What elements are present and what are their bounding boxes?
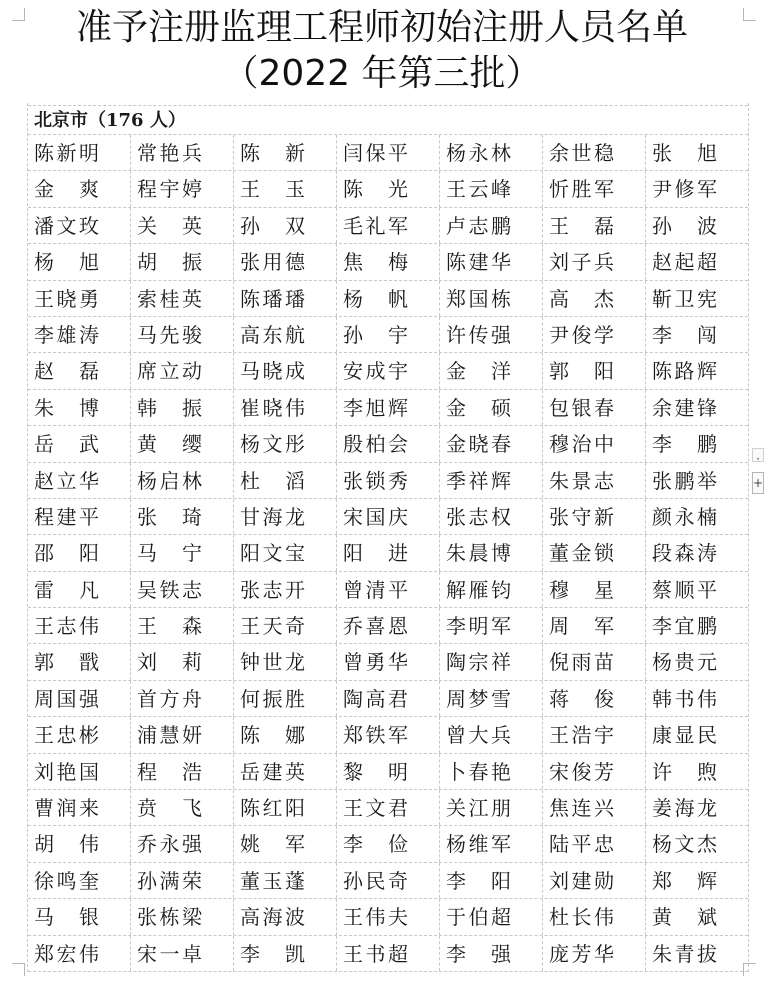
name-cell: 王天奇 [234, 608, 337, 643]
name-cell: 殷柏会 [337, 426, 440, 461]
name-cell: 曾大兵 [440, 717, 543, 752]
name-cell: 余世稳 [543, 135, 646, 170]
name-cell: 韩 振 [131, 390, 234, 425]
table-row [28, 353, 748, 389]
name-cell: 李旭辉 [337, 390, 440, 425]
name-cell: 陶宗祥 [440, 644, 543, 679]
name-cell: 韩书伟 [652, 686, 717, 711]
name-cell: 余建锋 [652, 395, 717, 420]
name-cell: 赵 磊 [28, 353, 131, 388]
name-cell: 刘建勋 [543, 863, 646, 898]
name-cell: 金 洋 [440, 353, 543, 388]
name-cell: 李宜鹏 [652, 614, 717, 639]
table-row [28, 717, 748, 753]
name-cell: 李 凯 [234, 936, 337, 971]
name-cell: 关 英 [131, 208, 234, 243]
name-cell: 杨维军 [440, 826, 543, 861]
table-row [28, 426, 748, 462]
name-cell: 高 杰 [543, 281, 646, 316]
section-header: 北京市（176 人） [28, 105, 748, 135]
name-cell: 孙 双 [234, 208, 337, 243]
name-cell: 甘海龙 [234, 499, 337, 534]
name-cell: 索桂英 [131, 281, 234, 316]
name-cell: 郭 阳 [543, 353, 646, 388]
name-cell: 赵起超 [652, 250, 717, 275]
name-cell: 金 爽 [28, 171, 131, 206]
table-row [28, 135, 748, 171]
name-cell: 陈璠璠 [234, 281, 337, 316]
name-cell: 岳 武 [28, 426, 131, 461]
name-cell: 曹润来 [28, 790, 131, 825]
name-cell: 尹俊学 [543, 317, 646, 352]
name-cell: 徐鸣奎 [28, 863, 131, 898]
table-row [28, 390, 748, 426]
name-cell: 庞芳华 [543, 936, 646, 971]
name-cell: 孙民奇 [337, 863, 440, 898]
name-cell: 陈路辉 [652, 359, 717, 384]
name-cell: 曾清平 [337, 572, 440, 607]
name-cell: 朱景志 [543, 463, 646, 498]
name-cell: 浦慧妍 [131, 717, 234, 752]
table-row [28, 608, 748, 644]
table-row [28, 754, 748, 790]
name-cell: 郑铁军 [337, 717, 440, 752]
name-cell: 蒋 俊 [543, 681, 646, 716]
name-cell: 王文君 [337, 790, 440, 825]
page-corner-mark [743, 8, 756, 21]
name-cell: 郑 辉 [652, 868, 717, 893]
name-cell: 姚 军 [234, 826, 337, 861]
name-cell: 陈新明 [28, 135, 131, 170]
name-cell: 邵 阳 [28, 535, 131, 570]
name-cell: 颜永楠 [652, 504, 717, 529]
name-cell: 张 琦 [131, 499, 234, 534]
name-cell: 孙满荣 [131, 863, 234, 898]
name-cell: 焦连兴 [543, 790, 646, 825]
name-cell: 胡 伟 [28, 826, 131, 861]
name-cell: 周 军 [543, 608, 646, 643]
name-cell: 王云峰 [440, 171, 543, 206]
name-cell: 程宇婷 [131, 171, 234, 206]
name-cell: 宋一卓 [131, 936, 234, 971]
name-cell: 杨启林 [131, 463, 234, 498]
name-cell: 岳建英 [234, 754, 337, 789]
name-cell: 孙 宇 [337, 317, 440, 352]
name-cell: 高东航 [234, 317, 337, 352]
table-row [28, 644, 748, 680]
expand-handle-icon[interactable]: + [752, 472, 764, 494]
name-cell: 卜春艳 [440, 754, 543, 789]
name-cell: 王志伟 [28, 608, 131, 643]
name-cell: 段森涛 [652, 541, 717, 566]
table-row [28, 171, 748, 207]
name-cell: 张鹏举 [652, 468, 717, 493]
name-cell: 张栋梁 [131, 899, 234, 934]
name-cell: 李明军 [440, 608, 543, 643]
name-cell: 张守新 [543, 499, 646, 534]
name-cell: 包银春 [543, 390, 646, 425]
name-cell: 刘艳国 [28, 754, 131, 789]
name-cell: 张志开 [234, 572, 337, 607]
name-cell: 高海波 [234, 899, 337, 934]
scroll-marker[interactable]: · [752, 448, 764, 462]
name-cell: 金 硕 [440, 390, 543, 425]
name-cell: 陶高君 [337, 681, 440, 716]
table-row [28, 535, 748, 571]
name-cell: 康显民 [652, 723, 717, 748]
name-cell: 陈 新 [234, 135, 337, 170]
name-cell: 李 鹏 [652, 432, 717, 457]
name-cell: 雷 凡 [28, 572, 131, 607]
name-cell: 马晓成 [234, 353, 337, 388]
name-cell: 阳文宝 [234, 535, 337, 570]
table-body [28, 135, 748, 972]
name-cell: 解雁钧 [440, 572, 543, 607]
name-cell: 贲 飞 [131, 790, 234, 825]
name-cell: 宋俊芳 [543, 754, 646, 789]
name-cell: 马 宁 [131, 535, 234, 570]
name-cell: 王 玉 [234, 171, 337, 206]
name-cell: 陆平忠 [543, 826, 646, 861]
name-cell: 杨文彤 [234, 426, 337, 461]
name-cell: 常艳兵 [131, 135, 234, 170]
name-cell: 刘 莉 [131, 644, 234, 679]
name-cell: 王伟夫 [337, 899, 440, 934]
name-cell: 李 阳 [440, 863, 543, 898]
name-cell: 李雄涛 [28, 317, 131, 352]
name-table [27, 103, 749, 972]
name-cell: 黄 斌 [652, 905, 717, 930]
name-cell: 金晓春 [440, 426, 543, 461]
name-cell: 黎 明 [337, 754, 440, 789]
document-title: 准予注册监理工程师初始注册人员名单 [75, 7, 688, 48]
name-cell: 李 闯 [652, 322, 717, 347]
name-cell: 席立动 [131, 353, 234, 388]
name-cell: 姜海龙 [652, 796, 717, 821]
name-cell: 闫保平 [337, 135, 440, 170]
name-cell: 杨永林 [440, 135, 543, 170]
name-cell: 董金锁 [543, 535, 646, 570]
name-cell: 王书超 [337, 936, 440, 971]
name-cell: 潘文玫 [28, 208, 131, 243]
name-cell: 朱青拔 [652, 941, 717, 966]
name-cell: 郭 戬 [28, 644, 131, 679]
document-subtitle: （2022 年第三批） [222, 53, 542, 94]
name-cell: 郑国栋 [440, 281, 543, 316]
name-cell: 周国强 [28, 681, 131, 716]
name-cell: 周梦雪 [440, 681, 543, 716]
name-cell: 李 强 [440, 936, 543, 971]
table-row [28, 681, 748, 717]
name-cell: 赵立华 [28, 463, 131, 498]
table-row [28, 899, 748, 935]
name-cell: 王忠彬 [28, 717, 131, 752]
name-cell: 卢志鹏 [440, 208, 543, 243]
name-cell: 忻胜军 [543, 171, 646, 206]
name-cell: 杜长伟 [543, 899, 646, 934]
name-cell: 陈建华 [440, 244, 543, 279]
name-cell: 陈 娜 [234, 717, 337, 752]
name-cell: 杨贵元 [652, 650, 717, 675]
name-cell: 曾勇华 [337, 644, 440, 679]
name-cell: 何振胜 [234, 681, 337, 716]
name-cell: 程 浩 [131, 754, 234, 789]
table-row [28, 499, 748, 535]
name-cell: 杨 旭 [28, 244, 131, 279]
table-row [28, 317, 748, 353]
name-cell: 于伯超 [440, 899, 543, 934]
name-cell: 朱 博 [28, 390, 131, 425]
name-cell: 黄 缨 [131, 426, 234, 461]
name-cell: 许传强 [440, 317, 543, 352]
table-row [28, 863, 748, 899]
table-row [28, 826, 748, 862]
name-cell: 乔永强 [131, 826, 234, 861]
name-cell: 关江朋 [440, 790, 543, 825]
name-cell: 安成宇 [337, 353, 440, 388]
name-cell: 张 旭 [652, 141, 717, 165]
name-cell: 乔喜恩 [337, 608, 440, 643]
name-cell: 张志权 [440, 499, 543, 534]
name-cell: 张用德 [234, 244, 337, 279]
name-cell: 王 森 [131, 608, 234, 643]
name-cell: 宋国庆 [337, 499, 440, 534]
name-cell: 孙 波 [652, 213, 717, 238]
name-cell: 王浩宇 [543, 717, 646, 752]
name-cell: 崔晓伟 [234, 390, 337, 425]
name-cell: 张锁秀 [337, 463, 440, 498]
name-cell: 王晓勇 [28, 281, 131, 316]
name-cell: 穆治中 [543, 426, 646, 461]
name-cell: 许 煦 [652, 759, 717, 784]
table-row [28, 463, 748, 499]
name-cell: 马先骏 [131, 317, 234, 352]
name-cell: 倪雨苗 [543, 644, 646, 679]
name-cell: 阳 进 [337, 535, 440, 570]
name-cell: 朱晨博 [440, 535, 543, 570]
name-cell: 穆 星 [543, 572, 646, 607]
page-corner-mark [12, 963, 25, 976]
name-cell: 蔡顺平 [652, 577, 717, 602]
name-cell: 李 俭 [337, 826, 440, 861]
name-cell: 董玉蓬 [234, 863, 337, 898]
name-cell: 刘子兵 [543, 244, 646, 279]
name-cell: 程建平 [28, 499, 131, 534]
name-cell: 钟世龙 [234, 644, 337, 679]
name-cell: 毛礼军 [337, 208, 440, 243]
name-cell: 焦 梅 [337, 244, 440, 279]
name-cell: 尹修军 [652, 177, 717, 202]
name-cell: 杨 帆 [337, 281, 440, 316]
name-cell: 王 磊 [543, 208, 646, 243]
name-cell: 季祥辉 [440, 463, 543, 498]
table-row [28, 281, 748, 317]
name-cell: 吴铁志 [131, 572, 234, 607]
name-cell: 马 银 [28, 899, 131, 934]
table-row [28, 936, 748, 972]
name-cell: 靳卫宪 [652, 286, 717, 311]
table-row [28, 790, 748, 826]
name-cell: 郑宏伟 [28, 936, 131, 971]
name-cell: 陈 光 [337, 171, 440, 206]
name-cell: 杨文杰 [652, 832, 717, 857]
table-row [28, 572, 748, 608]
name-cell: 杜 滔 [234, 463, 337, 498]
name-cell: 首方舟 [131, 681, 234, 716]
name-cell: 胡 振 [131, 244, 234, 279]
table-row [28, 244, 748, 280]
name-cell: 陈红阳 [234, 790, 337, 825]
table-row [28, 208, 748, 244]
